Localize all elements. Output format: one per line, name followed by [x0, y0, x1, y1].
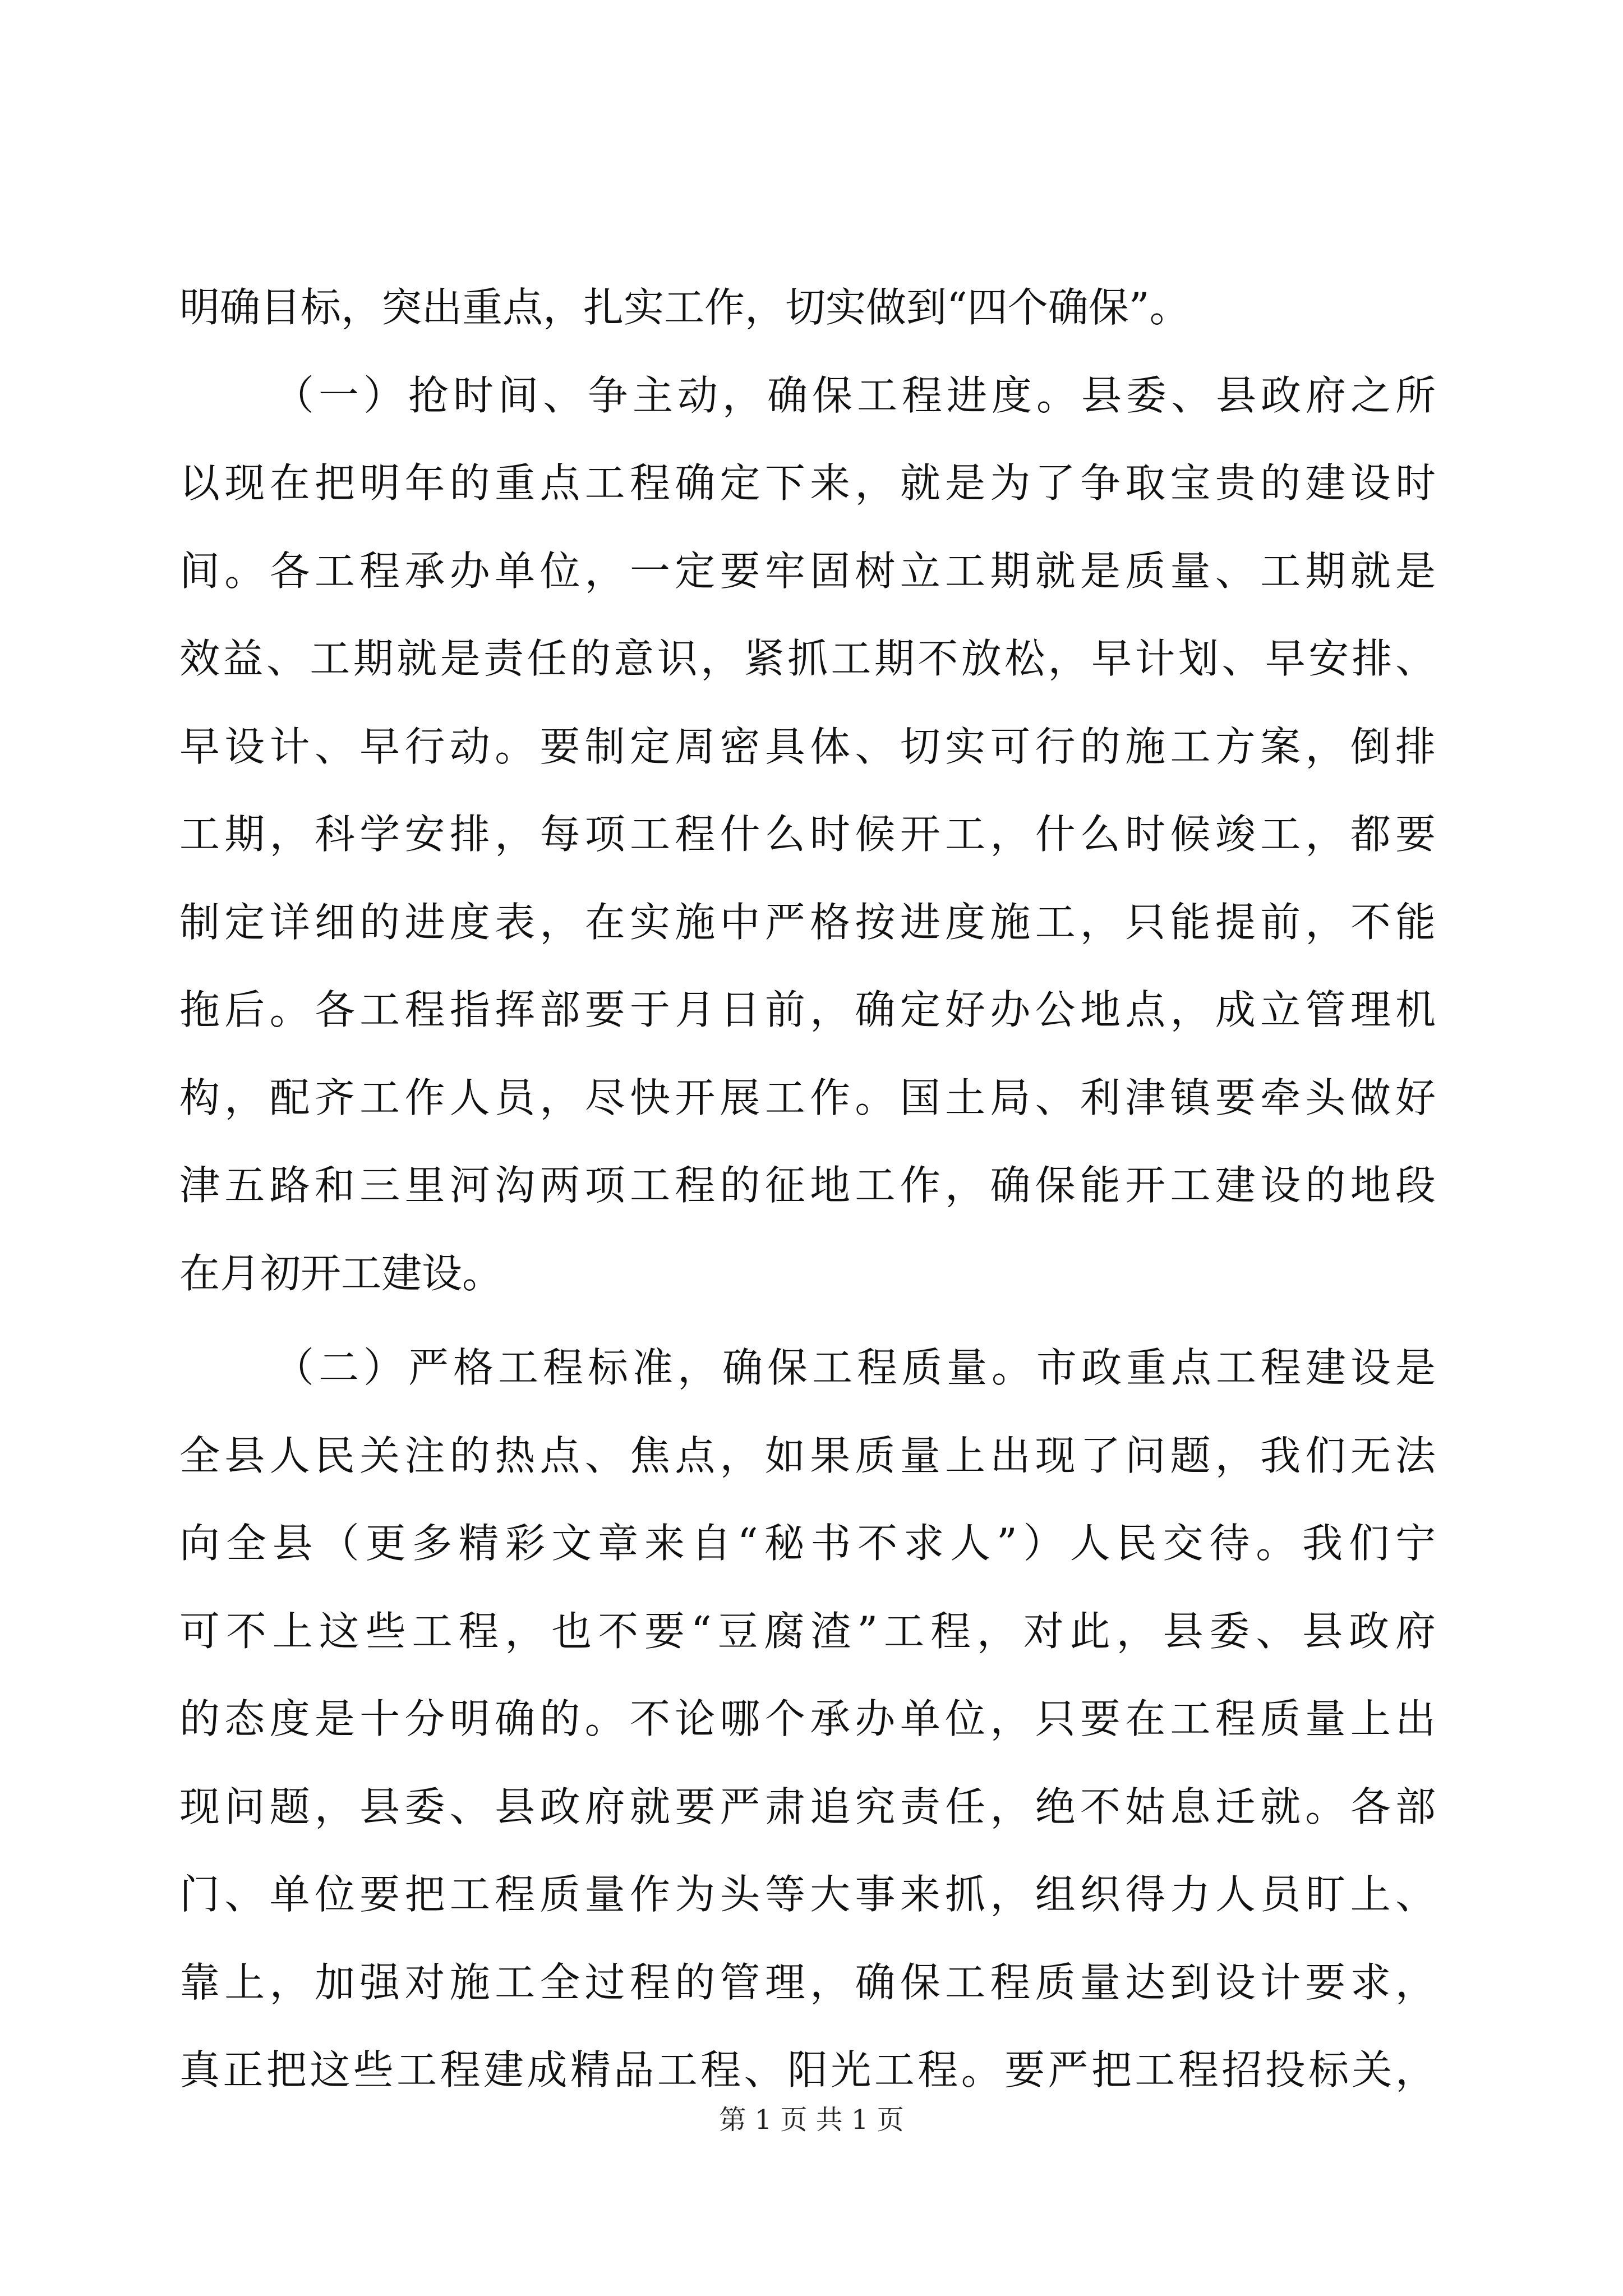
text-line: 制定详细的进度表，在实施中严格按进度施工，只能提前，不能	[179, 898, 1436, 946]
paragraph-1-heading-line: （一）抢时间、争主动，确保工程进度。县委、县政府之所	[274, 371, 1436, 419]
paragraph-gap	[179, 1317, 1436, 1324]
text-line: 全县人民关注的热点、焦点，如果质量上出现了问题，我们无法	[179, 1432, 1436, 1479]
text-line: 真正把这些工程建成精品工程、阳光工程。要严把工程招投标关，	[179, 2046, 1436, 2093]
text-line: 门、单位要把工程质量作为头等大事来抓，组织得力人员盯上、	[179, 1871, 1436, 1918]
text-line: 的态度是十分明确的。不论哪个承办单位，只要在工程质量上出	[179, 1695, 1436, 1742]
text-line: 工期，科学安排，每项工程什么时候开工，什么时候竣工，都要	[179, 811, 1436, 858]
text-line: 可不上这些工程，也不要“豆腐渣”工程，对此，县委、县政府	[179, 1607, 1436, 1655]
text-line: 在月初开工建设。	[179, 1249, 503, 1297]
paragraph-2-heading-line: （二）严格工程标准，确保工程质量。市政重点工程建设是	[274, 1344, 1436, 1391]
page-footer	[0, 2098, 1623, 2137]
text-line: 构，配齐工作人员，尽快开展工作。国土局、利津镇要牵头做好	[179, 1074, 1436, 1121]
document-body	[179, 264, 1436, 2114]
text-line: 靠上，加强对施工全过程的管理，确保工程质量达到设计要求，	[179, 1958, 1436, 2006]
text-line: 向全县（更多精彩文章来自“秘书不求人”）人民交待。我们宁	[179, 1520, 1436, 1567]
text-line: 拖后。各工程指挥部要于月日前，确定好办公地点，成立管理机	[179, 986, 1436, 1033]
text-line: 以现在把明年的重点工程确定下来，就是为了争取宝贵的建设时	[179, 459, 1436, 507]
text-line: 津五路和三里河沟两项工程的征地工作，确保能开工建设的地段	[179, 1162, 1436, 1209]
text-line: 现问题，县委、县政府就要严肃追究责任，绝不姑息迁就。各部	[179, 1783, 1436, 1830]
page-number-label: 第 1 页 共 1 页	[719, 2104, 904, 2136]
text-line: 明确目标，突出重点，扎实工作，切实做到“四个确保”。	[179, 284, 1190, 331]
text-line: 效益、工期就是责任的意识，紧抓工期不放松，早计划、早安排、	[179, 635, 1436, 682]
text-line: 早设计、早行动。要制定周密具体、切实可行的施工方案，倒排	[179, 723, 1436, 770]
text-line: 间。各工程承办单位，一定要牢固树立工期就是质量、工期就是	[179, 547, 1436, 595]
